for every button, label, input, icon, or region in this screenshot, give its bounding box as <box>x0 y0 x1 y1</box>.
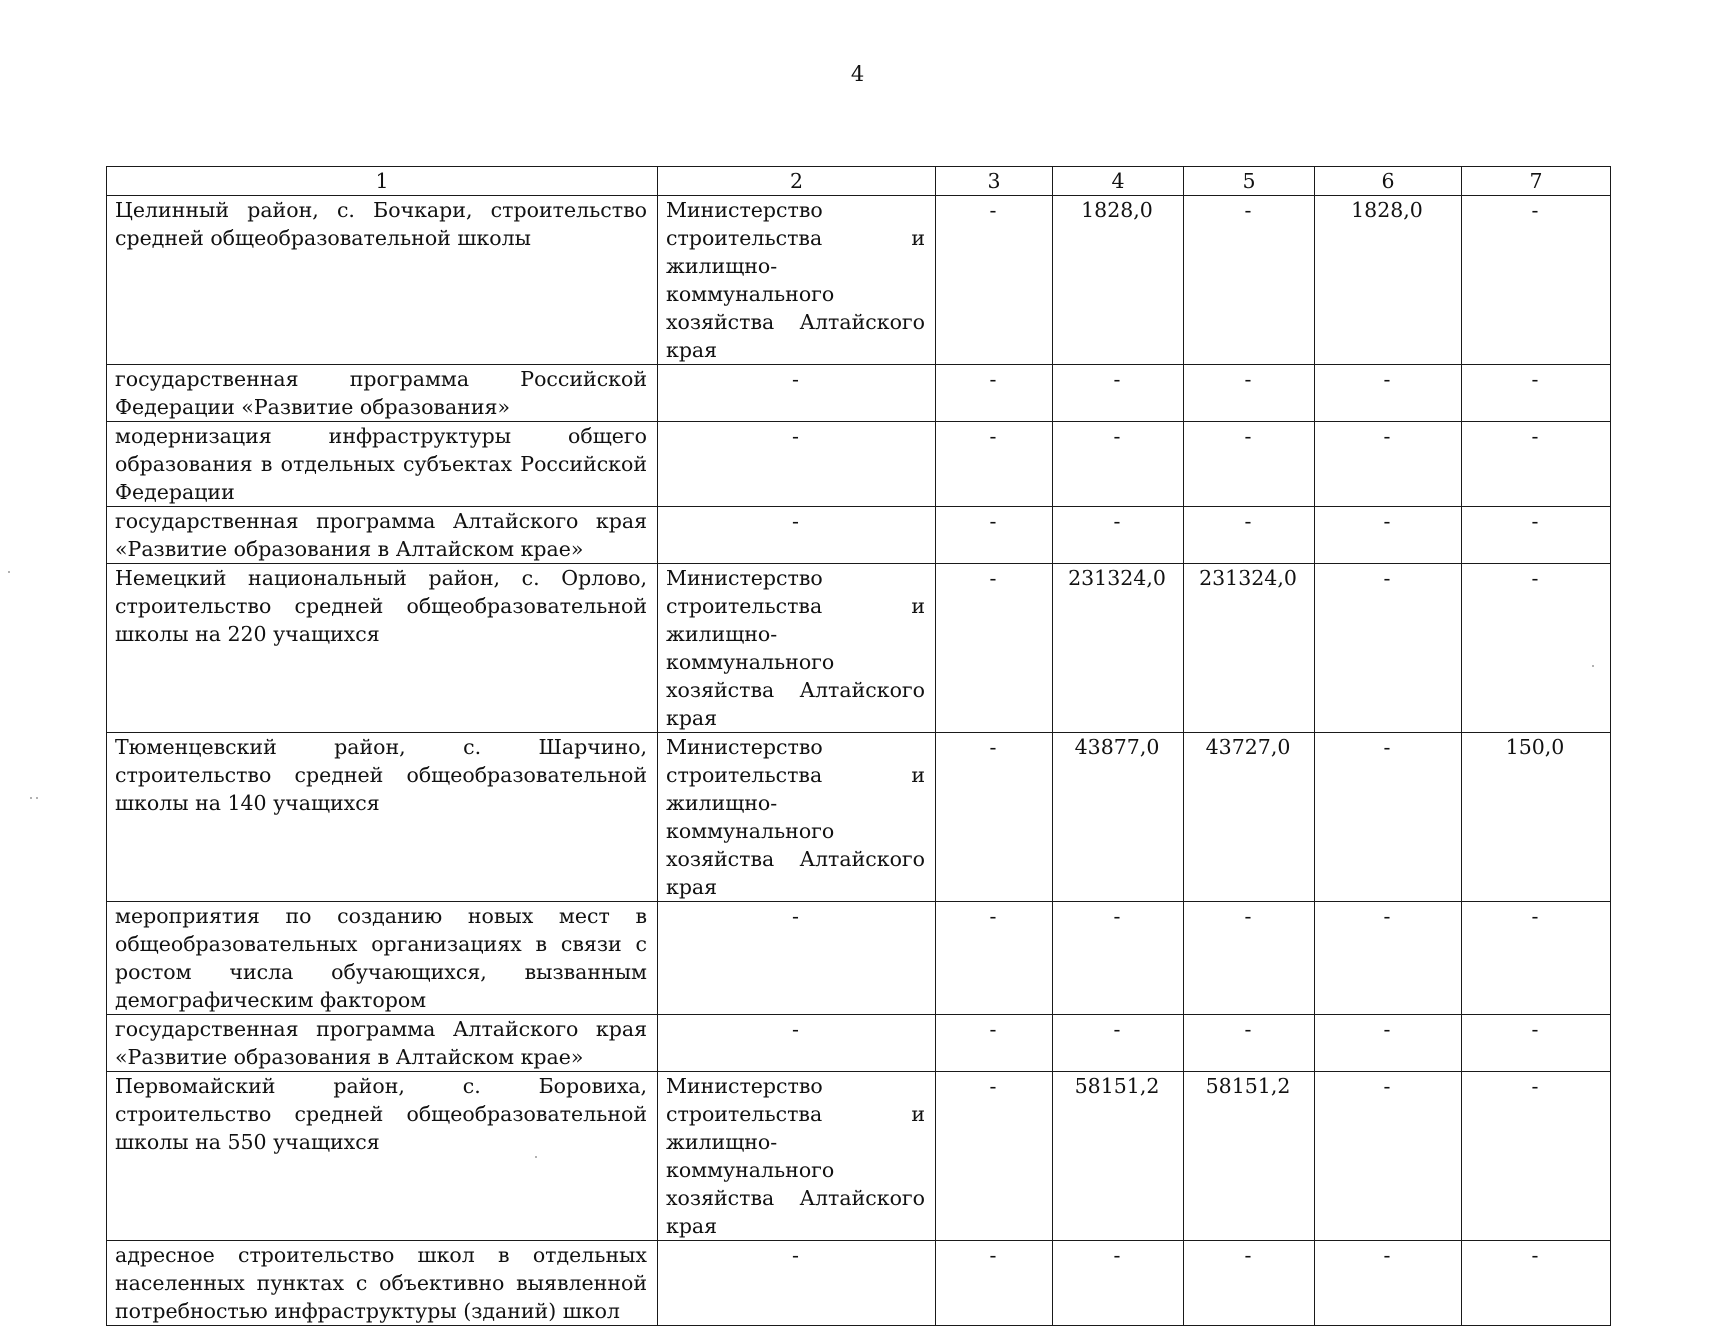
value-cell: - <box>936 507 1053 564</box>
value-cell: 58151,2 <box>1184 1072 1315 1241</box>
object-name-cell: государственная программа Алтайского края «Развитие образования в Алтайском крае» <box>107 507 658 564</box>
executor-cell: Министерство строительства и жилищно-коммунального хозяйства Алтайского края <box>658 733 936 902</box>
value-cell: 43727,0 <box>1184 733 1315 902</box>
scan-speck <box>36 797 38 799</box>
column-header: 1 <box>107 167 658 196</box>
column-header: 4 <box>1053 167 1184 196</box>
value-cell: - <box>936 422 1053 507</box>
budget-table <box>106 166 1611 1326</box>
executor-cell: Министерство строительства и жилищно-коммунального хозяйства Алтайского края <box>658 1072 936 1241</box>
column-header: 6 <box>1315 167 1462 196</box>
executor-cell: Министерство строительства и жилищно-коммунального хозяйства Алтайского края <box>658 564 936 733</box>
value-cell: 231324,0 <box>1053 564 1184 733</box>
value-cell: - <box>1315 1015 1462 1072</box>
column-header: 2 <box>658 167 936 196</box>
value-cell: - <box>1184 422 1315 507</box>
value-cell: 150,0 <box>1462 733 1611 902</box>
value-cell: - <box>1184 902 1315 1015</box>
value-cell: - <box>1315 733 1462 902</box>
value-cell: - <box>1053 1015 1184 1072</box>
object-name-cell: Тюменцевский район, с. Шарчино, строительство средней общеобразовательной школы на 140 учащихся <box>107 733 658 902</box>
object-name-cell: адресное строительство школ в отдельных населенных пунктах с объективно выявленной потребностью инфраструктуры (зданий) школ <box>107 1241 658 1326</box>
object-name-cell: мероприятия по созданию новых мест в общеобразовательных организациях в связи с ростом числа обучающихся, вызванным демографическим фактором <box>107 902 658 1015</box>
value-cell: 43877,0 <box>1053 733 1184 902</box>
value-cell: - <box>936 564 1053 733</box>
value-cell: - <box>1053 902 1184 1015</box>
object-name-cell: модернизация инфраструктуры общего образования в отдельных субъектах Российской Федерации <box>107 422 658 507</box>
value-cell: - <box>1315 902 1462 1015</box>
executor-cell: - <box>658 365 936 422</box>
value-cell: - <box>936 196 1053 365</box>
table-row <box>107 564 1611 733</box>
value-cell: - <box>1184 196 1315 365</box>
value-cell: - <box>1053 422 1184 507</box>
table-row <box>107 1015 1611 1072</box>
value-cell: - <box>1462 1241 1611 1326</box>
value-cell: - <box>1053 507 1184 564</box>
value-cell: - <box>1315 507 1462 564</box>
value-cell: - <box>1184 1241 1315 1326</box>
column-header: 3 <box>936 167 1053 196</box>
object-name-cell: государственная программа Российской Федерации «Развитие образования» <box>107 365 658 422</box>
executor-cell: - <box>658 1015 936 1072</box>
table-header-row <box>107 167 1611 196</box>
table-row <box>107 733 1611 902</box>
table-row <box>107 1241 1611 1326</box>
object-name-cell: государственная программа Алтайского края «Развитие образования в Алтайском крае» <box>107 1015 658 1072</box>
value-cell: - <box>1053 365 1184 422</box>
scan-speck <box>30 797 32 799</box>
value-cell: - <box>1184 365 1315 422</box>
page-number: 4 <box>850 62 865 86</box>
executor-cell: - <box>658 902 936 1015</box>
column-header: 7 <box>1462 167 1611 196</box>
value-cell: - <box>1462 422 1611 507</box>
value-cell: - <box>1462 1015 1611 1072</box>
table-row <box>107 902 1611 1015</box>
executor-cell: - <box>658 1241 936 1326</box>
value-cell: - <box>936 1241 1053 1326</box>
executor-cell: - <box>658 507 936 564</box>
value-cell: - <box>936 1015 1053 1072</box>
table-row <box>107 196 1611 365</box>
table-row <box>107 507 1611 564</box>
value-cell: - <box>1053 1241 1184 1326</box>
value-cell: - <box>1184 507 1315 564</box>
value-cell: - <box>1315 564 1462 733</box>
value-cell: - <box>936 733 1053 902</box>
column-header: 5 <box>1184 167 1315 196</box>
value-cell: - <box>1462 564 1611 733</box>
value-cell: - <box>1462 902 1611 1015</box>
value-cell: - <box>1462 196 1611 365</box>
scan-speck <box>8 571 10 573</box>
scan-speck <box>1592 665 1594 667</box>
executor-cell: - <box>658 422 936 507</box>
value-cell: - <box>1462 1072 1611 1241</box>
value-cell: 1828,0 <box>1315 196 1462 365</box>
scan-speck <box>535 1156 537 1158</box>
value-cell: - <box>936 902 1053 1015</box>
table-row <box>107 422 1611 507</box>
value-cell: - <box>1315 1072 1462 1241</box>
value-cell: 58151,2 <box>1053 1072 1184 1241</box>
value-cell: - <box>1315 365 1462 422</box>
table-row <box>107 1072 1611 1241</box>
value-cell: - <box>1462 365 1611 422</box>
object-name-cell: Немецкий национальный район, с. Орлово, строительство средней общеобразовательной школы на 220 учащихся <box>107 564 658 733</box>
value-cell: 231324,0 <box>1184 564 1315 733</box>
value-cell: - <box>936 365 1053 422</box>
value-cell: 1828,0 <box>1053 196 1184 365</box>
table-row <box>107 365 1611 422</box>
value-cell: - <box>1462 507 1611 564</box>
executor-cell: Министерство строительства и жилищно-коммунального хозяйства Алтайского края <box>658 196 936 365</box>
value-cell: - <box>1315 422 1462 507</box>
object-name-cell: Целинный район, с. Бочкари, строительство средней общеобразовательной школы <box>107 196 658 365</box>
value-cell: - <box>1315 1241 1462 1326</box>
value-cell: - <box>1184 1015 1315 1072</box>
object-name-cell: Первомайский район, с. Боровиха, строительство средней общеобразовательной школы на 550 учащихся <box>107 1072 658 1241</box>
value-cell: - <box>936 1072 1053 1241</box>
